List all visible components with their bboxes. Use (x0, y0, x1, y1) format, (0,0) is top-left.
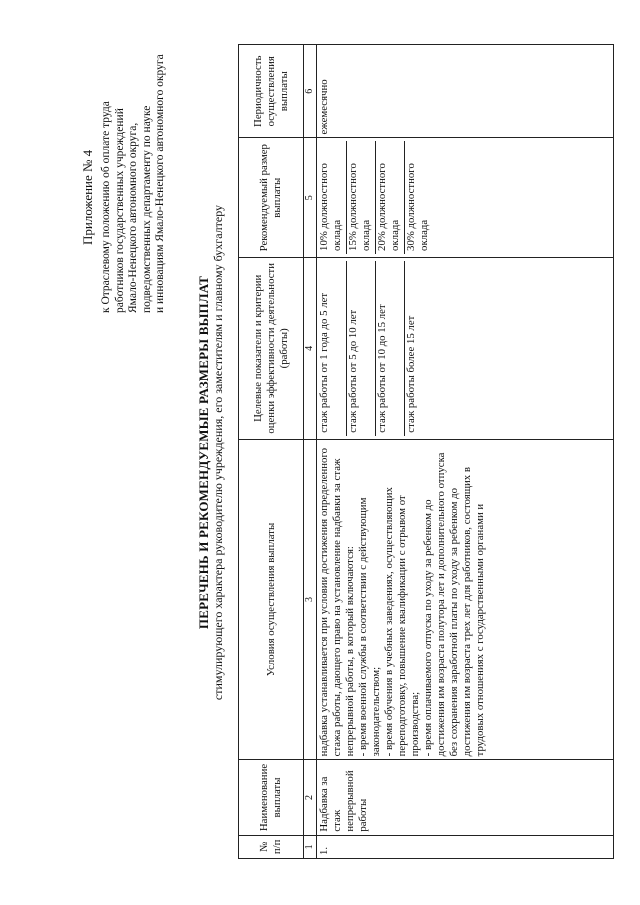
document-title: ПЕРЕЧЕНЬ И РЕКОМЕНДУЕМЫЕ РАЗМЕРЫ ВЫПЛАТ (196, 275, 211, 630)
table-row (317, 45, 614, 859)
approval-line: работников государственных учреждений (113, 108, 126, 313)
payment-name: Надбавка за стаж непрерывной работы (317, 760, 614, 835)
payment-periodicity: ежемесячно (317, 45, 614, 139)
header-cell: Условия осуществления выплаты (239, 439, 304, 760)
header-cell: № п/п (239, 835, 304, 858)
column-number: 3 (304, 439, 317, 760)
header-cell: Целевые показатели и критерии оценки эффективности деятельности (работы) (239, 257, 304, 439)
column-number: 1 (304, 835, 317, 858)
criterion-item: стаж работы более 15 лет (405, 315, 417, 433)
approval-line: и инновациям Ямало-Ненецкого автономного округа (154, 54, 166, 313)
amount-item: 30% должностного оклада (405, 163, 430, 251)
approval-line: Ямало-Ненецкого автономного округа, (127, 122, 139, 313)
column-number-row (304, 45, 317, 859)
table-header-row (239, 45, 304, 859)
approval-line: к Отраслевому положению об оплате труда (100, 101, 112, 313)
condition-paragraph: - время оплачиваемого отпуска по уходу за ребенком до достижения им возраста полутора лет и дополнительного отпуска без сохранения заработной платы по уходу за ребенком до достижения им возраста трех лет для работников, состоящих в трудовых отношениях с государственными органами и (422, 452, 486, 757)
amount-item: 10% должностного оклада (318, 142, 347, 254)
condition-paragraph: надбавка устанавливается при условии достижения определенного стажа работы, дающего право на установление надбавки за стаж непрерывной работы, в который включаются: (318, 447, 356, 757)
column-number: 5 (304, 138, 317, 257)
appendix-number: Приложение № 4 (80, 149, 95, 245)
amount-item: 20% должностного оклада (376, 142, 405, 254)
payment-conditions (317, 439, 614, 760)
condition-paragraph: - время обучения в учебных заведениях, осуществляющих переподготовку, повышение квалификации с отрывом от производства; (383, 487, 421, 757)
criteria-cell (317, 257, 614, 439)
criterion-item: стаж работы от 1 года до 5 лет (318, 261, 347, 436)
criterion-item: стаж работы от 10 до 15 лет (376, 261, 405, 436)
approval-line: подведомственных департаменту по науке (140, 105, 153, 313)
approval-note (100, 13, 168, 313)
header-cell: Рекомендуемый размер выплаты (239, 138, 304, 257)
amount-cell (317, 138, 614, 257)
criterion-item: стаж работы от 5 до 10 лет (347, 261, 376, 436)
header-cell: Наименование выплаты (239, 760, 304, 835)
header-cell: Периодичность осуществления выплаты (239, 45, 304, 139)
document-subtitle: стимулирующего характера руководителю учреждения, его заместителям и главному бухгалтеру (211, 204, 225, 701)
condition-paragraph: - время военной службы в соответствии с действующим законодательством; (357, 497, 382, 757)
row-number: 1. (317, 835, 614, 858)
column-number: 4 (304, 257, 317, 439)
column-number: 6 (304, 45, 317, 139)
column-number: 2 (304, 760, 317, 835)
payments-table (238, 44, 614, 859)
amount-item: 15% должностного оклада (347, 142, 376, 254)
